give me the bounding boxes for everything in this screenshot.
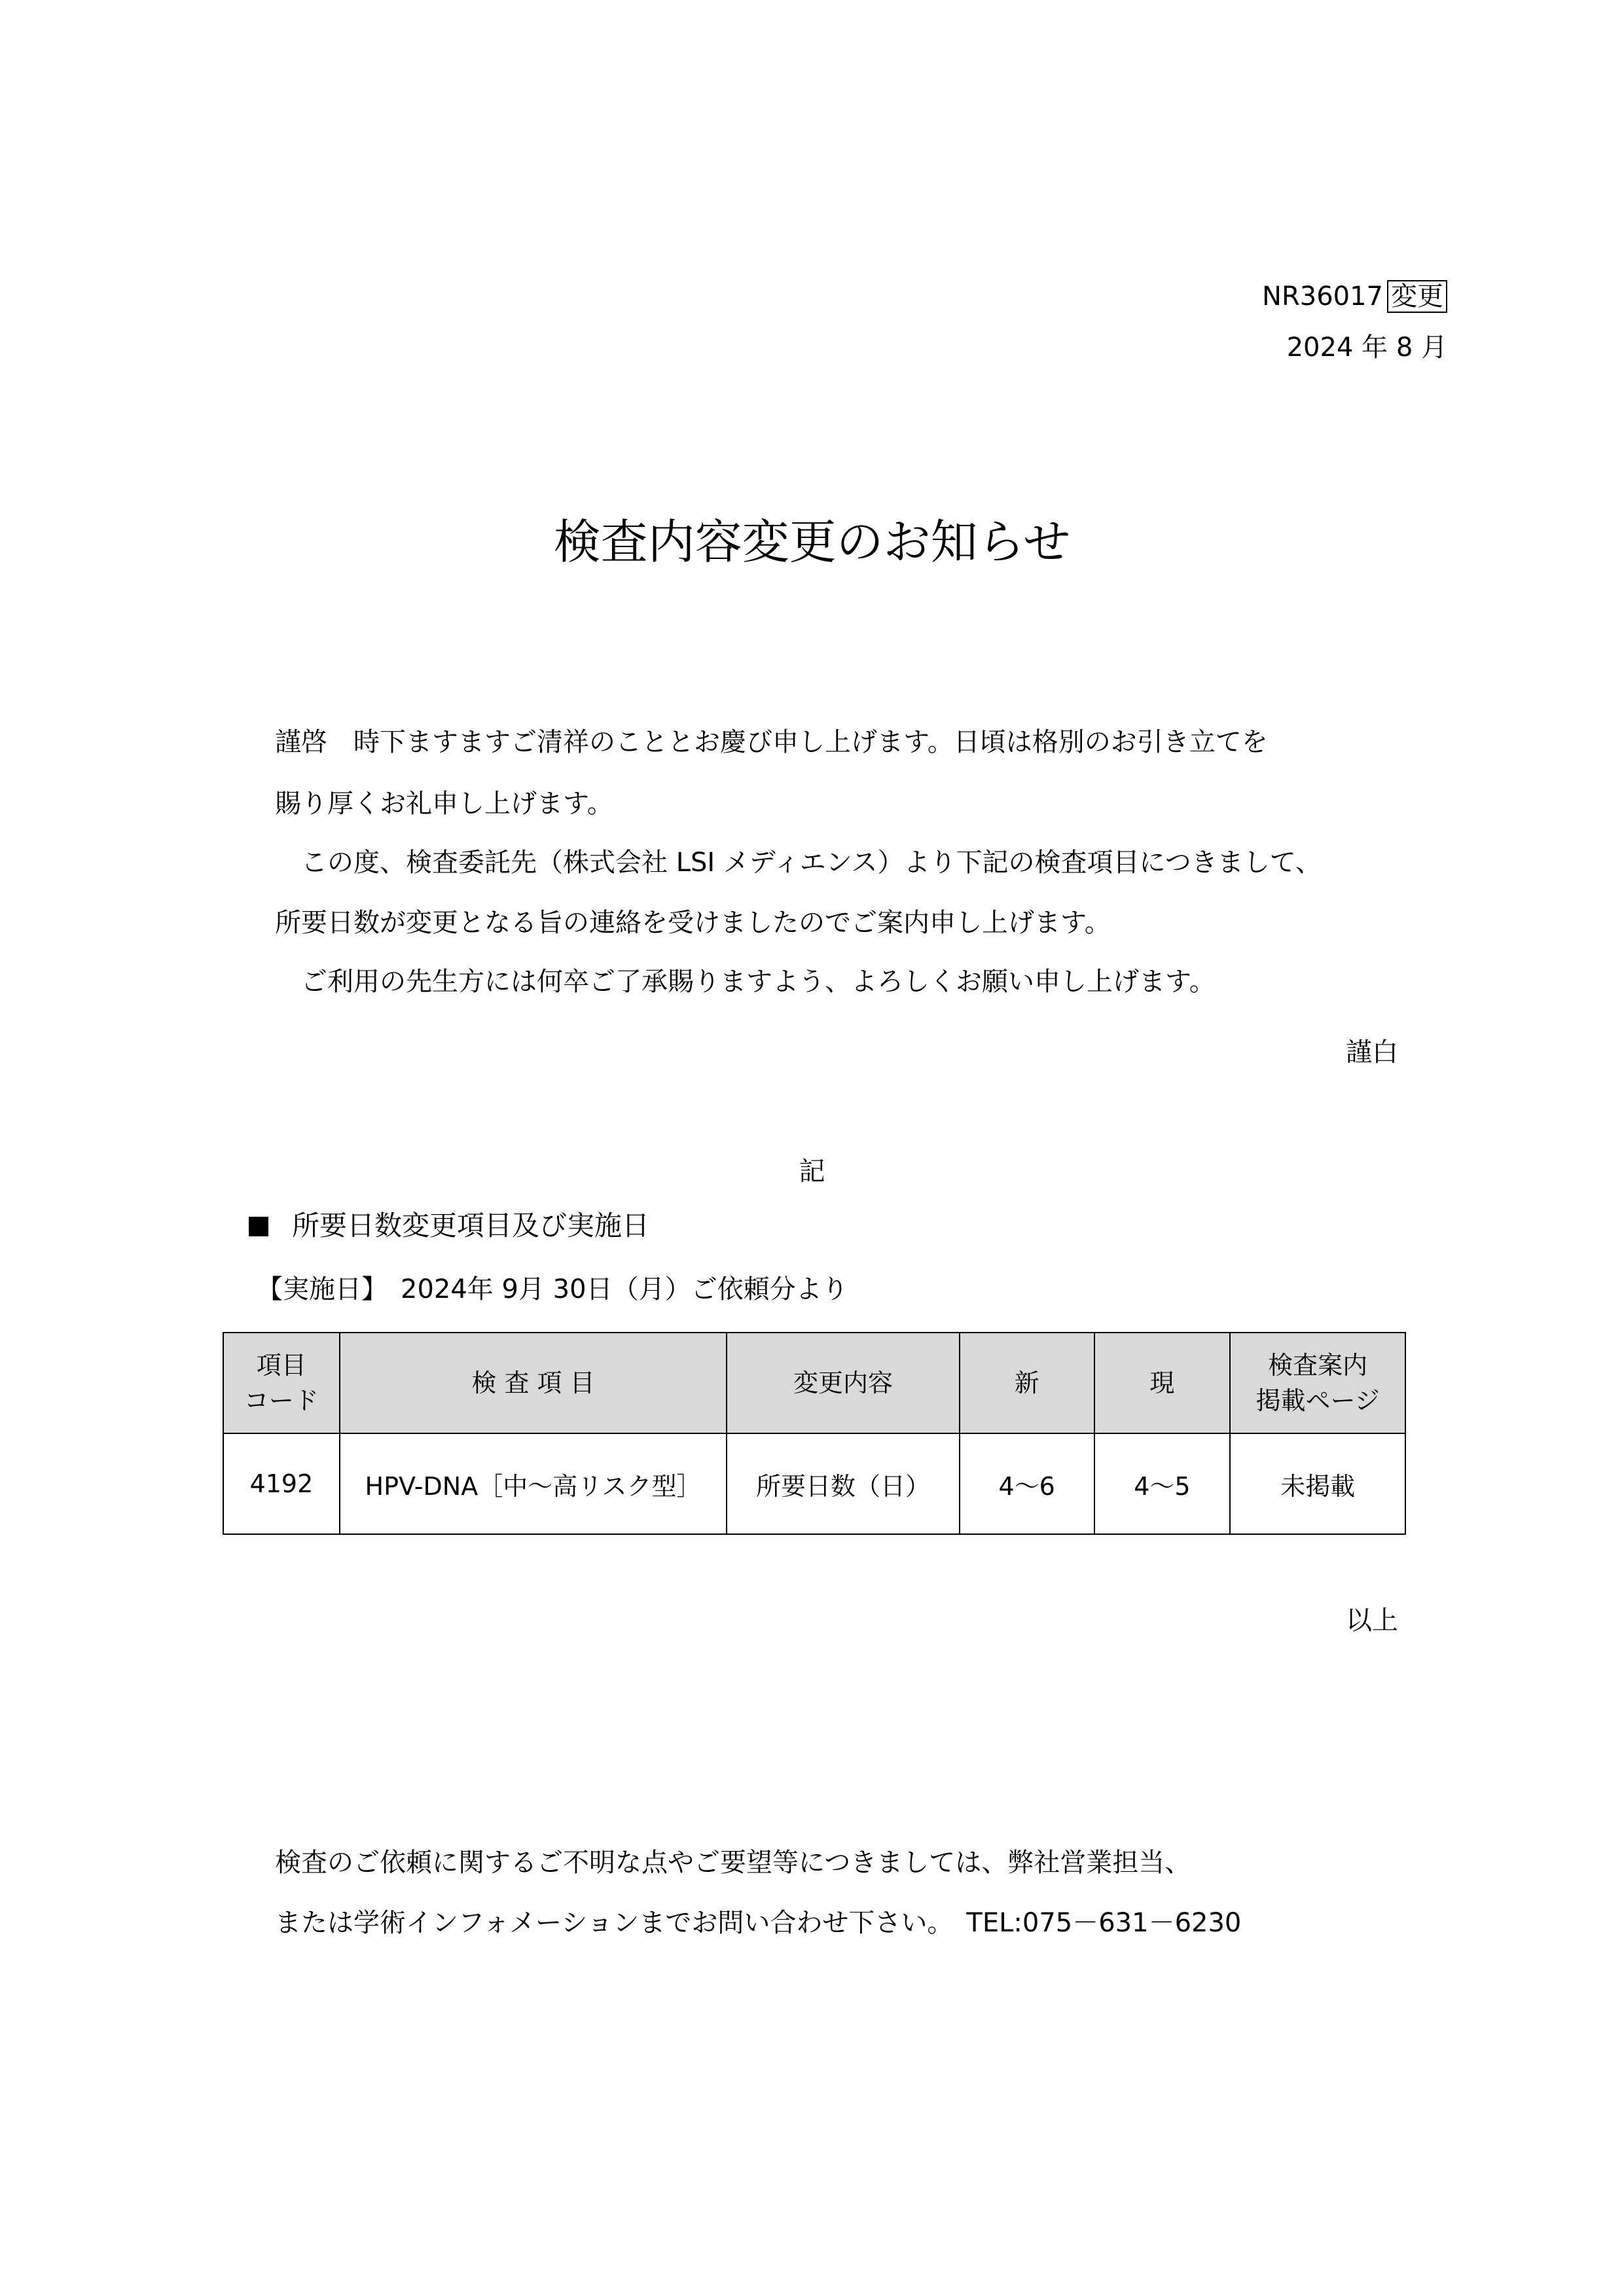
- square-bullet-icon: [249, 1217, 268, 1236]
- body-line-2: 賜り厚くお礼申し上げます。: [275, 789, 613, 819]
- document-number-text: NR36017: [1262, 281, 1383, 312]
- page-title: 検査内容変更のお知らせ: [553, 514, 1071, 569]
- change-table: [223, 1332, 1406, 1535]
- cell-code: 4192: [223, 1433, 340, 1534]
- header-change: 変更内容: [727, 1333, 960, 1433]
- cell-new: 4～6: [960, 1433, 1094, 1534]
- document-number: [1262, 279, 1447, 314]
- body-line-4: 所要日数が変更となる旨の連絡を受けましたのでご案内申し上げます。: [275, 908, 1111, 938]
- ki-mark: 記: [799, 1157, 825, 1187]
- header-code: 項目 コード: [223, 1333, 340, 1433]
- body-line-3: この度、検査委託先（株式会社 LSI メディエンス）より下記の検査項目につきまして、: [275, 848, 1322, 878]
- cell-guide-page: 未掲載: [1230, 1433, 1405, 1534]
- contact-line-2: または学術インフォメーションまでお問い合わせ下さい。 TEL:075－631－6230: [275, 1908, 1242, 1938]
- table-row: [223, 1433, 1405, 1534]
- table-header-row: [223, 1333, 1405, 1433]
- header-current: 現: [1094, 1333, 1231, 1433]
- closing-word: 謹白: [1346, 1037, 1398, 1067]
- body-line-5: ご利用の先生方には何卒ご了承賜りますよう、よろしくお願い申し上げます。: [275, 967, 1216, 997]
- section-heading: [249, 1206, 649, 1246]
- header-new: 新: [960, 1333, 1094, 1433]
- cell-change: 所要日数（日）: [727, 1433, 960, 1534]
- section-title: 所要日数変更項目及び実施日: [292, 1210, 650, 1242]
- contact-line-1: 検査のご依頼に関するご不明な点やご要望等につきましては、弊社営業担当、: [275, 1848, 1191, 1878]
- body-line-1: 謹啓 時下ますますご清祥のこととお慶び申し上げます。日頃は格別のお引き立てを: [275, 727, 1268, 757]
- header-test-item: 検 査 項 目: [340, 1333, 727, 1433]
- end-mark: 以上: [1346, 1605, 1398, 1636]
- header-guide-page: 検査案内 掲載ページ: [1230, 1333, 1405, 1433]
- implementation-date: 【実施日】 2024年 9月 30日（月）ご依頼分より: [257, 1274, 848, 1304]
- cell-test-item: HPV-DNA［中～高リスク型］: [340, 1433, 727, 1534]
- change-tag: 変更: [1387, 280, 1447, 313]
- cell-current: 4～5: [1094, 1433, 1231, 1534]
- document-date: 2024 年 8 月: [1286, 332, 1447, 363]
